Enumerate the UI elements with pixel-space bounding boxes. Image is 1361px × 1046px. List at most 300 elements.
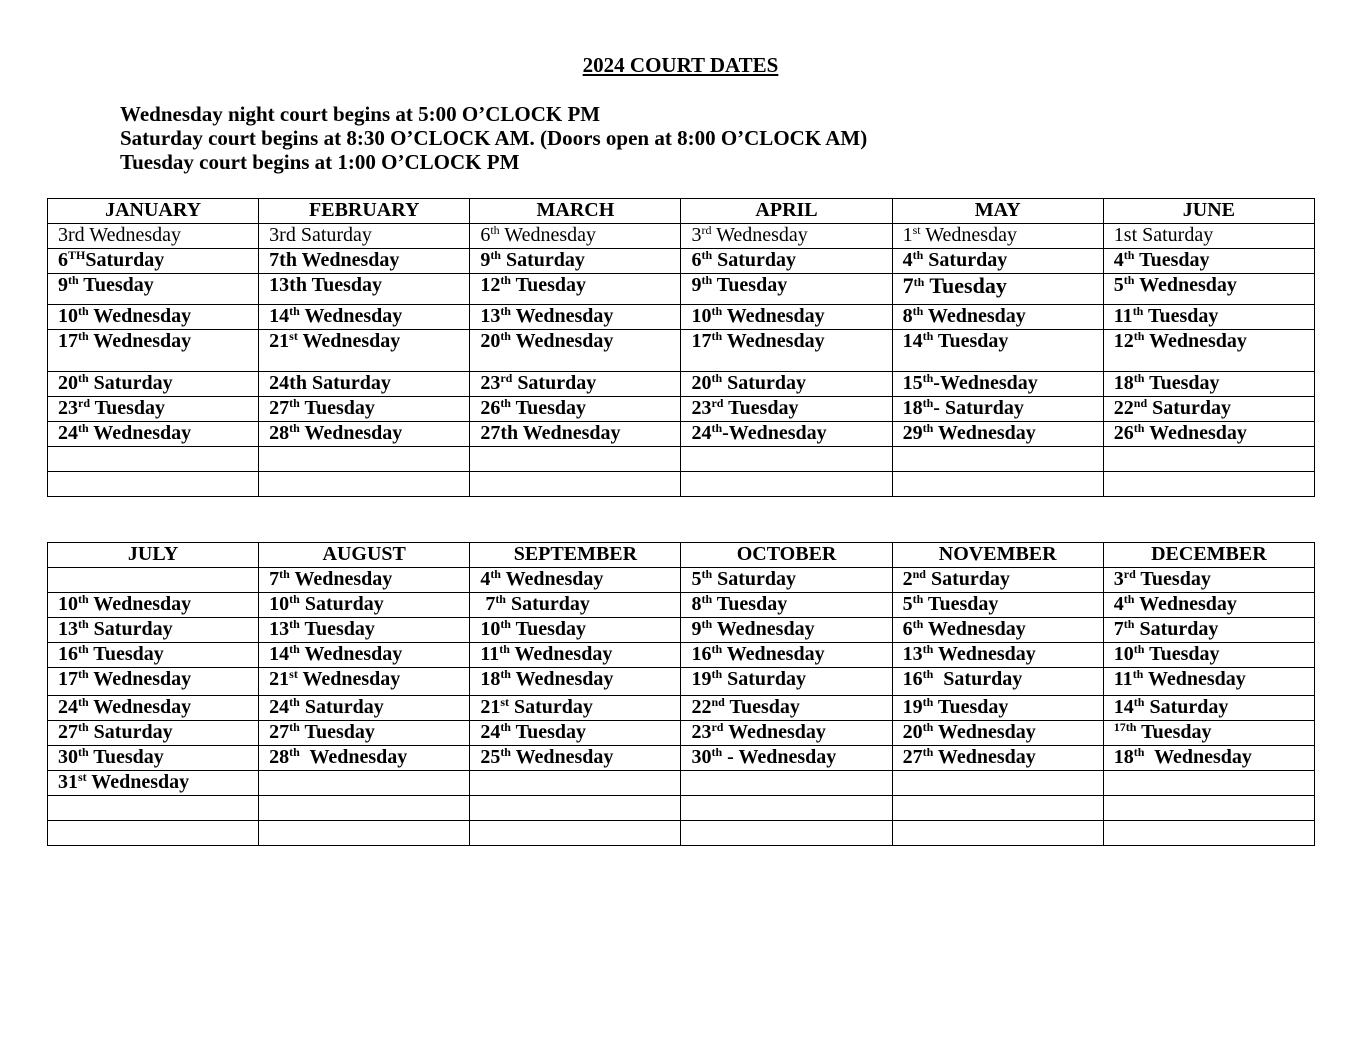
- date-number: 16: [58, 643, 78, 665]
- court-date-cell: [259, 618, 470, 643]
- date-number: 14: [902, 330, 923, 352]
- court-date-cell: [48, 618, 259, 643]
- weekday-label: Wednesday: [88, 330, 192, 352]
- month-header: JANUARY: [48, 199, 259, 224]
- weekday-label: Tuesday: [510, 397, 587, 419]
- weekday-label: Saturday: [925, 568, 1010, 590]
- date-ordinal-suffix: th: [78, 745, 89, 759]
- date-ordinal-suffix: th: [1123, 248, 1135, 262]
- date-number: 16: [902, 668, 923, 690]
- court-date-cell: [470, 618, 681, 643]
- date-number: 14: [1113, 696, 1134, 718]
- date-row: [48, 721, 1315, 746]
- weekday-label: Tuesday: [88, 746, 164, 768]
- date-number: 6: [691, 249, 702, 271]
- court-date-cell: [470, 224, 681, 249]
- date-ordinal-suffix: th: [78, 617, 89, 631]
- court-date-cell: [681, 447, 892, 472]
- date-ordinal-suffix: th: [1132, 304, 1144, 318]
- month-header: NOVEMBER: [892, 543, 1103, 568]
- date-ordinal-suffix: th: [701, 617, 713, 631]
- date-ordinal-suffix: th: [912, 592, 924, 606]
- weekday-label: Wednesday: [88, 696, 192, 718]
- weekday-label: Tuesday: [299, 721, 375, 743]
- weekday-label: Saturday: [88, 372, 173, 394]
- date-number: 19: [902, 696, 923, 718]
- month-header: JULY: [48, 543, 259, 568]
- court-date-cell: [470, 771, 681, 796]
- date-number: 13: [480, 305, 501, 327]
- date-ordinal-suffix: th: [711, 642, 723, 656]
- date-row: [48, 643, 1315, 668]
- court-date-cell: [470, 643, 681, 668]
- court-date-cell: [681, 305, 892, 330]
- court-date-cell: [48, 397, 259, 422]
- court-date-cell: [892, 305, 1103, 330]
- weekday-label: Saturday: [505, 593, 590, 615]
- weekday-label: Wednesday: [923, 305, 1026, 327]
- weekday-label: Wednesday: [88, 668, 192, 690]
- date-number: 27th: [480, 422, 519, 444]
- weekday-label: Wednesday: [299, 746, 408, 768]
- weekday-label: Wednesday: [1143, 668, 1246, 690]
- date-row: [48, 821, 1315, 846]
- date-row: [48, 668, 1315, 696]
- date-ordinal-suffix: th: [500, 617, 511, 631]
- court-date-cell: [48, 305, 259, 330]
- date-number: 27: [58, 721, 78, 743]
- date-ordinal-suffix: th: [289, 695, 300, 709]
- weekday-label: Wednesday: [88, 593, 192, 615]
- court-date-cell: [892, 618, 1103, 643]
- court-date-cell: [259, 397, 470, 422]
- court-date-cell: [681, 249, 892, 274]
- court-date-cell: [259, 721, 470, 746]
- date-ordinal-suffix: th: [500, 329, 511, 343]
- date-ordinal-suffix: th: [912, 304, 924, 318]
- date-ordinal-suffix: th: [1123, 273, 1135, 287]
- date-number: 9: [480, 249, 491, 271]
- court-date-cell: [470, 796, 681, 821]
- weekday-label: Wednesday: [500, 568, 604, 590]
- date-ordinal-suffix: th: [922, 329, 934, 343]
- date-ordinal-suffix: st: [289, 667, 298, 681]
- date-ordinal-suffix: th: [78, 720, 89, 734]
- court-date-cell: [1103, 274, 1314, 305]
- date-ordinal-suffix: st: [78, 770, 87, 784]
- date-ordinal-suffix: th: [78, 304, 89, 318]
- court-date-cell: [892, 274, 1103, 305]
- date-ordinal-suffix: th: [78, 642, 89, 656]
- date-number: 10: [480, 618, 501, 640]
- court-date-cell: [892, 771, 1103, 796]
- date-ordinal-suffix: th: [78, 592, 89, 606]
- date-number: 17: [58, 668, 78, 690]
- weekday-label: Tuesday: [510, 618, 587, 640]
- weekday-label: Tuesday: [88, 643, 164, 665]
- court-date-cell: [681, 568, 892, 593]
- court-date-cell: [48, 668, 259, 696]
- date-number: 11: [1113, 305, 1133, 327]
- court-date-cell: [470, 305, 681, 330]
- weekday-label: Wednesday: [510, 746, 614, 768]
- date-ordinal-suffix: th: [701, 592, 713, 606]
- date-number: 13: [58, 618, 78, 640]
- date-ordinal-suffix: st: [500, 695, 509, 709]
- weekday-label: Wednesday: [88, 305, 192, 327]
- date-ordinal-suffix: th: [78, 695, 89, 709]
- court-date-cell: [892, 696, 1103, 721]
- date-row: [48, 746, 1315, 771]
- date-ordinal-suffix: th: [78, 329, 89, 343]
- date-number: 10: [58, 305, 78, 327]
- court-date-cell: [681, 796, 892, 821]
- date-number: 15: [902, 372, 923, 394]
- date-number: 21: [480, 696, 501, 718]
- date-ordinal-suffix: th: [490, 248, 501, 262]
- weekday-label: -Wednesday: [933, 372, 1038, 394]
- date-number: 4: [902, 249, 913, 271]
- date-row: [48, 568, 1315, 593]
- court-date-cell: [48, 721, 259, 746]
- court-date-cell: [259, 447, 470, 472]
- court-date-cell: [681, 696, 892, 721]
- weekday-label: Saturday: [512, 372, 597, 394]
- weekday-label: Tuesday: [933, 330, 1009, 352]
- court-date-cell: [892, 372, 1103, 397]
- weekday-label: Tuesday: [724, 696, 800, 718]
- court-date-cell: [892, 397, 1103, 422]
- court-date-cell: [1103, 696, 1314, 721]
- court-date-cell: [48, 643, 259, 668]
- date-number: 30: [691, 746, 712, 768]
- weekday-label: Saturday: [712, 249, 797, 271]
- date-ordinal-suffix: th: [1132, 667, 1144, 681]
- date-number: 24: [269, 696, 290, 718]
- court-date-cell: [259, 422, 470, 447]
- court-dates-table-jan-jun: [47, 198, 1315, 497]
- court-date-cell: [1103, 721, 1314, 746]
- court-date-cell: [1103, 593, 1314, 618]
- court-date-cell: [681, 821, 892, 846]
- weekday-label: Saturday: [722, 668, 807, 690]
- court-date-cell: [48, 274, 259, 305]
- month-header-row: [48, 543, 1315, 568]
- court-date-cell: [48, 330, 259, 372]
- weekday-label: Wednesday: [723, 721, 826, 743]
- weekday-label: Saturday: [299, 696, 384, 718]
- date-number: 9: [691, 274, 702, 296]
- court-date-cell: [470, 372, 681, 397]
- date-number: 27: [902, 746, 923, 768]
- date-number: 3: [1113, 568, 1124, 590]
- court-date-cell: [1103, 305, 1314, 330]
- date-ordinal-suffix: th: [490, 567, 501, 581]
- weekday-label: Tuesday: [712, 274, 788, 296]
- court-date-cell: [1103, 643, 1314, 668]
- weekday-label: Tuesday: [1143, 305, 1219, 327]
- weekday-label: Wednesday: [510, 330, 614, 352]
- date-ordinal-suffix: th: [279, 567, 290, 581]
- weekday-label: Saturday: [295, 224, 372, 246]
- date-ordinal-suffix: th: [78, 421, 89, 435]
- court-date-cell: [470, 593, 681, 618]
- date-number: 20: [58, 372, 78, 394]
- date-number: 3rd: [269, 224, 296, 246]
- date-number: 2: [902, 568, 913, 590]
- date-ordinal-suffix: th: [922, 642, 934, 656]
- court-date-cell: [1103, 668, 1314, 696]
- date-number: 20: [902, 721, 923, 743]
- date-number: 4: [480, 568, 491, 590]
- date-number: 5: [902, 593, 913, 615]
- date-number: 31: [58, 771, 78, 793]
- court-date-cell: [892, 721, 1103, 746]
- date-number: 10: [691, 305, 712, 327]
- weekday-label: Tuesday: [1134, 249, 1210, 271]
- weekday-label: Saturday: [1137, 224, 1214, 246]
- court-date-cell: [259, 330, 470, 372]
- date-ordinal-suffix: th: [1133, 695, 1145, 709]
- court-date-cell: [259, 746, 470, 771]
- weekday-label: Saturday: [306, 372, 391, 394]
- weekday-label: - Saturday: [933, 397, 1024, 419]
- court-date-cell: [48, 422, 259, 447]
- weekday-label: Tuesday: [510, 274, 587, 296]
- court-date-cell: [470, 668, 681, 696]
- date-number: 28: [269, 746, 290, 768]
- court-date-cell: [892, 746, 1103, 771]
- court-date-cell: [892, 568, 1103, 593]
- date-row: [48, 422, 1315, 447]
- date-ordinal-suffix: th: [1133, 642, 1145, 656]
- date-ordinal-suffix: th: [1133, 745, 1145, 759]
- weekday-label: Wednesday: [518, 422, 621, 444]
- month-header: FEBRUARY: [259, 199, 470, 224]
- court-date-cell: [470, 330, 681, 372]
- date-ordinal-suffix: th: [922, 720, 934, 734]
- date-ordinal-suffix: st: [289, 329, 298, 343]
- month-header: MAY: [892, 199, 1103, 224]
- court-date-cell: [259, 643, 470, 668]
- date-ordinal-suffix: th: [711, 304, 723, 318]
- date-row: [48, 397, 1315, 422]
- court-date-cell: [48, 771, 259, 796]
- court-date-cell: [1103, 568, 1314, 593]
- month-header: SEPTEMBER: [470, 543, 681, 568]
- date-ordinal-suffix: th: [500, 720, 511, 734]
- court-date-cell: [259, 372, 470, 397]
- weekday-label: Saturday: [88, 618, 173, 640]
- date-ordinal-suffix: th: [1133, 371, 1145, 385]
- weekday-label: Wednesday: [933, 422, 1036, 444]
- date-ordinal-suffix: nd: [1133, 396, 1148, 410]
- court-date-cell: [892, 249, 1103, 274]
- date-number: 21: [269, 668, 290, 690]
- court-date-cell: [1103, 372, 1314, 397]
- date-number: 3rd: [58, 224, 85, 246]
- date-row: [48, 249, 1315, 274]
- date-number: 23: [58, 397, 78, 419]
- weekday-label: Saturday: [1144, 696, 1229, 718]
- weekday-label: Saturday: [299, 593, 384, 615]
- court-date-cell: [470, 721, 681, 746]
- weekday-label: Tuesday: [723, 397, 799, 419]
- date-row: [48, 274, 1315, 305]
- court-date-cell: [48, 224, 259, 249]
- date-ordinal-suffix: th: [922, 421, 934, 435]
- date-row: [48, 696, 1315, 721]
- weekday-label: Wednesday: [711, 224, 808, 246]
- court-date-cell: [892, 330, 1103, 372]
- date-number: 24: [691, 422, 712, 444]
- court-date-cell: [470, 568, 681, 593]
- date-ordinal-suffix: th: [78, 667, 89, 681]
- court-date-cell: [681, 397, 892, 422]
- weekday-label: Saturday: [508, 696, 593, 718]
- weekday-label: Wednesday: [499, 224, 596, 246]
- court-date-cell: [470, 447, 681, 472]
- court-times-notes: [120, 102, 867, 174]
- date-number: 20: [480, 330, 501, 352]
- date-number: 7: [480, 593, 496, 615]
- date-ordinal-suffix: rd: [701, 223, 712, 237]
- court-date-cell: [259, 568, 470, 593]
- date-number: 18: [902, 397, 923, 419]
- date-ordinal-suffix: th: [912, 617, 924, 631]
- court-date-cell: [259, 249, 470, 274]
- date-number: 5: [691, 568, 702, 590]
- date-number: 27: [269, 721, 290, 743]
- court-date-cell: [470, 696, 681, 721]
- court-date-cell: [892, 668, 1103, 696]
- date-ordinal-suffix: th: [922, 695, 934, 709]
- court-date-cell: [259, 771, 470, 796]
- court-date-cell: [681, 472, 892, 497]
- date-number: 20: [691, 372, 712, 394]
- date-ordinal-suffix: th: [701, 567, 713, 581]
- date-number: 10: [58, 593, 78, 615]
- date-number: 7: [902, 273, 914, 298]
- month-header: OCTOBER: [681, 543, 892, 568]
- date-number: 8: [902, 305, 913, 327]
- weekday-label: Wednesday: [1144, 330, 1247, 352]
- date-number: 5: [1113, 274, 1124, 296]
- month-header-row: [48, 199, 1315, 224]
- date-number: 14: [269, 305, 290, 327]
- month-header: MARCH: [470, 199, 681, 224]
- weekday-label: Wednesday: [722, 330, 825, 352]
- weekday-label: Wednesday: [1144, 746, 1252, 768]
- court-date-cell: [48, 696, 259, 721]
- weekday-label: Wednesday: [712, 618, 815, 640]
- date-ordinal-suffix: th: [78, 371, 89, 385]
- date-number: 17: [58, 330, 78, 352]
- court-date-cell: [1103, 796, 1314, 821]
- court-date-cell: [259, 472, 470, 497]
- weekday-label: Saturday: [933, 668, 1023, 690]
- court-date-cell: [681, 593, 892, 618]
- date-number: 6: [58, 249, 68, 271]
- date-number: 29: [902, 422, 923, 444]
- weekday-label: Wednesday: [1134, 593, 1237, 615]
- date-ordinal-suffix: th: [922, 745, 934, 759]
- weekday-label: Saturday: [1147, 397, 1232, 419]
- date-number: 26: [1113, 422, 1134, 444]
- date-ordinal-suffix: th: [500, 273, 511, 287]
- date-ordinal-suffix: th: [711, 421, 723, 435]
- court-date-cell: [1103, 821, 1314, 846]
- date-number: 28: [269, 422, 290, 444]
- court-date-cell: [892, 796, 1103, 821]
- weekday-label: Tuesday: [923, 593, 999, 615]
- date-ordinal-suffix: th: [922, 396, 934, 410]
- weekday-label: Wednesday: [933, 643, 1036, 665]
- court-date-cell: [1103, 472, 1314, 497]
- weekday-label: Tuesday: [299, 618, 375, 640]
- date-number: 19: [691, 668, 712, 690]
- month-header: JUNE: [1103, 199, 1314, 224]
- weekday-label: Tuesday: [299, 397, 375, 419]
- court-date-cell: [48, 447, 259, 472]
- date-row: [48, 305, 1315, 330]
- date-number: 23: [691, 721, 712, 743]
- date-row: [48, 372, 1315, 397]
- date-number: 27: [269, 397, 290, 419]
- court-date-cell: [681, 746, 892, 771]
- date-number: 17: [691, 330, 712, 352]
- date-ordinal-suffix: th: [1133, 421, 1145, 435]
- date-number: 25: [480, 746, 501, 768]
- date-number: 9: [58, 274, 68, 296]
- date-number: 13th: [269, 274, 307, 296]
- weekday-label: Saturday: [500, 249, 585, 271]
- court-date-cell: [892, 821, 1103, 846]
- court-date-cell: [259, 696, 470, 721]
- court-date-cell: [259, 224, 470, 249]
- court-date-cell: [892, 472, 1103, 497]
- date-number: 1st: [1113, 224, 1138, 246]
- court-date-cell: [48, 746, 259, 771]
- date-number: 24: [480, 721, 501, 743]
- date-row: [48, 796, 1315, 821]
- date-number: 13: [902, 643, 923, 665]
- date-ordinal-suffix: rd: [500, 371, 513, 385]
- date-ordinal-suffix: th: [289, 396, 300, 410]
- date-ordinal-suffix: th: [499, 642, 510, 656]
- date-ordinal-suffix: th: [701, 273, 713, 287]
- weekday-label: Tuesday: [1135, 568, 1211, 590]
- date-number: 13: [269, 618, 290, 640]
- weekday-label: Wednesday: [510, 668, 614, 690]
- date-ordinal-suffix: st: [912, 223, 921, 237]
- weekday-label: Tuesday: [933, 696, 1009, 718]
- date-number: 11: [480, 643, 500, 665]
- weekday-label: Wednesday: [509, 643, 613, 665]
- court-date-cell: [470, 397, 681, 422]
- date-number: 18: [1113, 372, 1134, 394]
- weekday-label: Wednesday: [920, 224, 1017, 246]
- date-number: 9: [691, 618, 702, 640]
- date-ordinal-suffix: th: [289, 421, 300, 435]
- court-date-cell: [681, 372, 892, 397]
- court-date-cell: [470, 249, 681, 274]
- court-date-cell: [681, 668, 892, 696]
- court-date-cell: [48, 372, 259, 397]
- court-date-cell: [259, 305, 470, 330]
- court-date-cell: [1103, 771, 1314, 796]
- weekday-label: Wednesday: [299, 643, 403, 665]
